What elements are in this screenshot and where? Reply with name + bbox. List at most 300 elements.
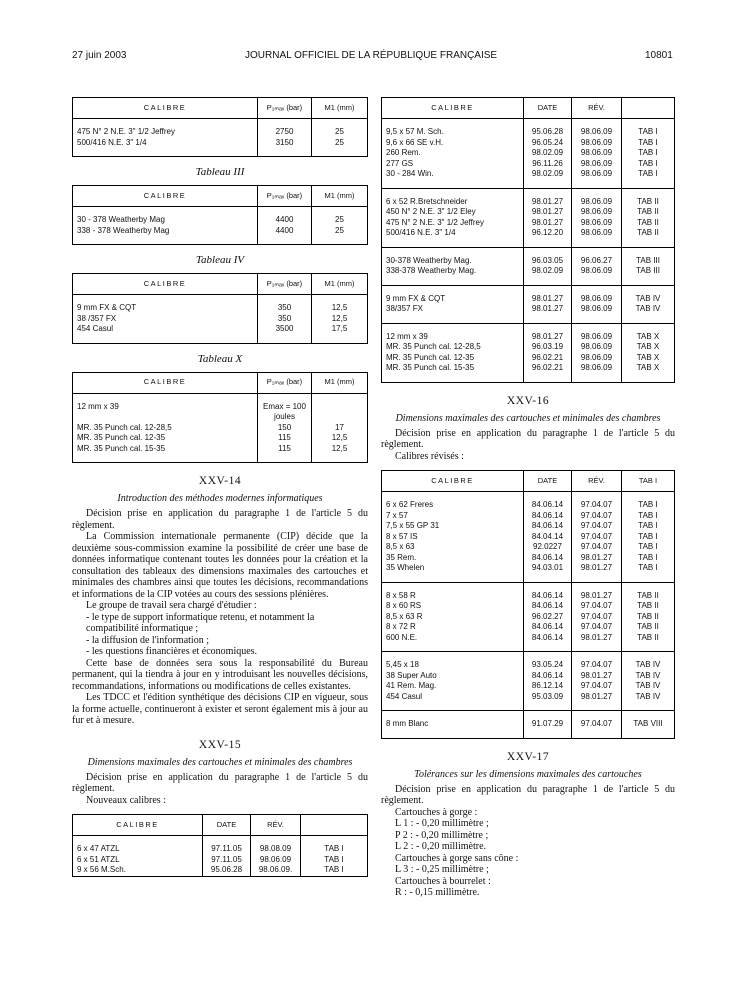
col-date: DATE — [524, 98, 572, 119]
calibre-cell: 38 /357 FX — [73, 314, 258, 325]
section-xxv-17-subtitle: Tolérances sur les dimensions maximales des cartouches — [414, 768, 642, 780]
table-new-calibres — [72, 814, 368, 877]
table-revised-calibres — [381, 470, 675, 739]
tab-cell: TAB X — [622, 332, 675, 343]
pmax-cell: 350 — [258, 303, 312, 314]
table-row — [382, 332, 675, 343]
spacer-row — [382, 582, 675, 591]
table-row — [382, 622, 675, 633]
table-row — [382, 148, 675, 159]
calibre-cell: 277 GS — [382, 159, 524, 170]
bullet-item: - la diffusion de l'information ; — [86, 634, 209, 646]
table-row — [382, 553, 675, 564]
calibre-cell: 600 N.E. — [382, 633, 524, 644]
spacer-row — [382, 285, 675, 294]
table-tabx — [72, 372, 368, 464]
date-cell: 84.06.14 — [524, 601, 572, 612]
spacer-row — [382, 180, 675, 189]
rev-cell: 98.06.09 — [572, 148, 622, 159]
tab-cell: TAB I — [622, 553, 675, 564]
calibre-cell: 9,6 x 66 SE v.H. — [382, 138, 524, 149]
tab-cell: TAB II — [622, 633, 675, 644]
calibre-cell: 9 mm FX & CQT — [73, 303, 258, 314]
spacer-row — [73, 335, 368, 344]
table-row — [73, 444, 368, 455]
calibre-cell: 8 x 72 R — [382, 622, 524, 633]
calibre-cell: 338 - 378 Weatherby Mag — [73, 226, 258, 237]
calibre-cell: 6 x 62 Freres — [382, 500, 524, 511]
spacer-row — [382, 652, 675, 661]
date-cell: 95.06.28 — [524, 127, 572, 138]
table-tab3 — [72, 185, 368, 245]
tolerance-list — [381, 807, 675, 899]
pmax-cell: 4400 — [258, 226, 312, 237]
date-cell: 84.06.14 — [524, 511, 572, 522]
rev-cell: 98.06.09 — [572, 294, 622, 305]
rev-cell: 98.06.09 — [572, 363, 622, 374]
tab-cell: TAB IV — [622, 671, 675, 682]
table-row — [382, 197, 675, 208]
pmax-cell: 150 — [258, 423, 312, 434]
tab-cell: TAB I — [301, 865, 368, 876]
date-cell: 98.02.09 — [524, 148, 572, 159]
table-row — [382, 169, 675, 180]
spacer-row — [73, 236, 368, 245]
spacer-row — [73, 836, 368, 845]
rev-cell: 98.06.09 — [572, 138, 622, 149]
table-row — [73, 865, 368, 876]
tab-cell: TAB I — [622, 563, 675, 574]
col-m1: M1 (mm) — [312, 98, 368, 119]
spacer-row — [73, 393, 368, 402]
col-pmax: P₁ₘₐₓ (bar) — [258, 186, 312, 207]
rev-cell: 98.06.09 — [572, 197, 622, 208]
table-row — [73, 127, 368, 138]
date-cell: 84.06.14 — [524, 671, 572, 682]
tab-cell: TAB II — [622, 601, 675, 612]
calibre-cell: 338-378 Weatherby Mag. — [382, 266, 524, 277]
table-row — [73, 855, 368, 866]
caption-tableau-4: Tableau IV — [195, 254, 245, 266]
m1-cell: 17 — [312, 423, 368, 434]
date-cell: 93.05.24 — [524, 660, 572, 671]
rev-cell: 97.04.07 — [572, 500, 622, 511]
spacer-row — [73, 207, 368, 216]
date-cell: 96.12.20 — [524, 228, 572, 239]
date-cell: 98.01.27 — [524, 294, 572, 305]
col-pmax: P₁ₘₐₓ (bar) — [258, 274, 312, 295]
calibre-cell: 500/416 N.E. 3" 1/4 — [382, 228, 524, 239]
table-tab4 — [72, 273, 368, 344]
table-row — [382, 294, 675, 305]
list-item: L 3 : - 0,25 millimètre ; — [395, 864, 489, 875]
date-cell: 95.06.28 — [203, 865, 251, 876]
spacer-row — [382, 247, 675, 256]
col-m1: M1 (mm) — [312, 274, 368, 295]
m1-cell: 12,5 — [312, 433, 368, 444]
calibre-cell: MR. 35 Punch cal. 12-28,5 — [73, 423, 258, 434]
table-row — [382, 591, 675, 602]
calibre-cell: 8,5 x 63 R — [382, 612, 524, 623]
paragraph: Décision prise en application du paragraphe 1 de l'article 5 du règlement. — [381, 783, 675, 806]
table-row — [73, 402, 368, 423]
date-cell: 98.01.27 — [524, 218, 572, 229]
rev-cell: 98.06.09 — [572, 207, 622, 218]
tab-cell: TAB II — [622, 218, 675, 229]
calibre-cell: 7 x 57 — [382, 511, 524, 522]
tab-cell: TAB VIII — [622, 719, 675, 730]
table-row — [382, 342, 675, 353]
m1-cell: 12,5 — [312, 314, 368, 325]
calibre-cell: 7,5 x 55 GP 31 — [382, 521, 524, 532]
calibre-cell: 8 x 58 R — [382, 591, 524, 602]
calibre-cell: 450 N° 2 N.E. 3" 1/2 Eley — [382, 207, 524, 218]
paragraph: Calibres révisés : — [395, 450, 464, 462]
m1-cell: 17,5 — [312, 324, 368, 335]
left-column — [72, 97, 368, 877]
col-calibre: CALIBRE — [73, 98, 258, 119]
m1-cell: 25 — [312, 138, 368, 149]
spacer-row — [382, 119, 675, 128]
date-cell: 98.01.27 — [524, 332, 572, 343]
rev-cell: 97.04.07 — [572, 681, 622, 692]
pmax-cell: 3150 — [258, 138, 312, 149]
paragraph: Le groupe de travail sera chargé d'étudier : — [86, 600, 257, 611]
list-item: Cartouches à gorge : — [395, 806, 478, 818]
tab-cell: TAB II — [622, 197, 675, 208]
table-row — [382, 353, 675, 364]
rev-cell: 97.04.07 — [572, 622, 622, 633]
calibre-cell: 8,5 x 63 — [382, 542, 524, 553]
date-cell: 84.06.14 — [524, 521, 572, 532]
rev-cell: 97.04.07 — [572, 719, 622, 730]
tab-cell: TAB X — [622, 363, 675, 374]
date-cell: 91.07.29 — [524, 719, 572, 730]
col-pmax: P₁ₘₐₓ (bar) — [258, 372, 312, 393]
col-date: DATE — [203, 815, 251, 836]
rev-cell: 98.01.27 — [572, 692, 622, 703]
rev-cell: 98.01.27 — [572, 563, 622, 574]
date-cell: 95.03.09 — [524, 692, 572, 703]
date-cell: 97.11.05 — [203, 844, 251, 855]
rev-cell: 98.06.09 — [251, 855, 301, 866]
bullet-item: - le type de support informatique retenu, et notamment la compatibilité informatique ; — [86, 611, 315, 634]
rev-cell: 98.06.09 — [572, 304, 622, 315]
date-cell: 94.03.01 — [524, 563, 572, 574]
table-row — [73, 324, 368, 335]
calibre-cell: 9 mm FX & CQT — [382, 294, 524, 305]
table-row — [73, 303, 368, 314]
spacer-row — [73, 148, 368, 157]
rev-cell: 97.04.07 — [572, 532, 622, 543]
paragraph: Décision prise en application du paragraphe 1 de l'article 5 du règlement. — [72, 771, 368, 794]
date-cell: 84.06.14 — [524, 500, 572, 511]
tab-cell: TAB X — [622, 353, 675, 364]
date-cell: 98.02.09 — [524, 169, 572, 180]
table-new-calibres-cont — [381, 97, 675, 383]
calibre-cell: 41 Rem. Mag. — [382, 681, 524, 692]
pmax-cell: 115 — [258, 433, 312, 444]
table-row — [382, 671, 675, 682]
m1-cell: 25 — [312, 215, 368, 226]
calibre-cell: MR. 35 Punch cal. 15-35 — [382, 363, 524, 374]
tab-cell: TAB IV — [622, 692, 675, 703]
rev-cell: 98.06.09 — [572, 353, 622, 364]
rev-cell: 97.04.07 — [572, 601, 622, 612]
date-cell: 96.05.24 — [524, 138, 572, 149]
date-cell: 98.01.27 — [524, 304, 572, 315]
spacer-row — [73, 295, 368, 304]
bullet-item: - les questions financières et économiques. — [86, 646, 258, 657]
col-date: DATE — [524, 471, 572, 492]
m1-cell: 12,5 — [312, 444, 368, 455]
spacer-row — [382, 239, 675, 248]
col-rev: RÉV. — [572, 471, 622, 492]
calibre-cell: 8 x 57 IS — [382, 532, 524, 543]
tab-cell: TAB X — [622, 342, 675, 353]
pmax-cell: 4400 — [258, 215, 312, 226]
tab-cell: TAB I — [622, 511, 675, 522]
date-cell: 96.02.27 — [524, 612, 572, 623]
date-cell: 98.02.09 — [524, 266, 572, 277]
rev-cell: 98.01.27 — [572, 553, 622, 564]
calibre-cell: 30 - 284 Win. — [382, 169, 524, 180]
paragraph: Les TDCC et l'édition synthétique des décisions CIP en vigueur, sous la forme actuelle, continueront à exister et seront également mis à jour au fur et à mesure. — [72, 692, 368, 726]
paragraph: La Commission internationale permanente (CIP) décide que la deuxième sous-commission examine la possibilité de créer une base de données informatique contenant toutes les données pour la création et la consultation des tableaux des dimensions maximales des cartouches et minimales des chambres ainsi que toutes les décisions, recommandations et informations de la CIP votées au cours des sessions plénières. — [72, 531, 368, 600]
spacer-row — [382, 492, 675, 501]
table-row — [382, 304, 675, 315]
tab-cell: TAB I — [622, 169, 675, 180]
m1-cell: 12,5 — [312, 303, 368, 314]
calibre-cell: 12 mm x 39 — [382, 332, 524, 343]
calibre-cell: 454 Casul — [73, 324, 258, 335]
section-xxv-16: XXV-16 — [506, 394, 550, 407]
rev-cell: 96.06.27 — [572, 256, 622, 267]
tab-cell: TAB II — [622, 228, 675, 239]
pmax-cell: Emax = 100 joules — [258, 402, 312, 423]
rev-cell: 98.06.09 — [572, 169, 622, 180]
calibre-cell: 38 Super Auto — [382, 671, 524, 682]
col-calibre: CALIBRE — [382, 98, 524, 119]
calibre-cell: 6 x 52 R.Bretschneider — [382, 197, 524, 208]
page-number: 10801 — [645, 50, 673, 61]
table-row — [382, 601, 675, 612]
caption-tableau-x: Tableau X — [197, 352, 243, 365]
date-cell: 92.0227 — [524, 542, 572, 553]
spacer-row — [73, 454, 368, 463]
calibre-cell: 6 x 51 ATZL — [73, 855, 203, 866]
rev-cell: 98.06.09 — [572, 159, 622, 170]
tab-cell: TAB II — [622, 591, 675, 602]
date-cell: 84.06.14 — [524, 633, 572, 644]
spacer-row — [382, 374, 675, 383]
rev-cell: 98.01.27 — [572, 671, 622, 682]
col-calibre: CALIBRE — [73, 815, 203, 836]
rev-cell: 98.06.09 — [572, 266, 622, 277]
tab-cell: TAB I — [622, 127, 675, 138]
col-calibre: CALIBRE — [73, 274, 258, 295]
tab-cell: TAB I — [622, 532, 675, 543]
table-row — [382, 521, 675, 532]
table-row — [382, 207, 675, 218]
list-item: R : - 0,15 millimètre. — [395, 887, 480, 898]
list-item: P 2 : - 0,20 millimètre ; — [395, 829, 489, 841]
tab-cell: TAB I — [301, 855, 368, 866]
pmax-cell: 350 — [258, 314, 312, 325]
tab-cell: TAB IV — [622, 660, 675, 671]
calibre-cell: 260 Rem. — [382, 148, 524, 159]
table-row — [73, 433, 368, 444]
pmax-cell: 2750 — [258, 127, 312, 138]
table-tab2-partial — [72, 97, 368, 157]
rev-cell: 98.06.09. — [251, 865, 301, 876]
calibre-cell: 475 N° 2 N.E. 3" 1/2 Jeffrey — [73, 127, 258, 138]
table-row — [382, 266, 675, 277]
table-row — [73, 215, 368, 226]
col-pmax: P₁ₘₐₓ (bar) — [258, 98, 312, 119]
section-xxv-15-subtitle: Dimensions maximales des cartouches et minimales des chambres — [87, 756, 353, 768]
date-cell: 96.03.05 — [524, 256, 572, 267]
table-row — [382, 633, 675, 644]
list-item: L 1 : - 0,20 millimètre ; — [395, 818, 489, 829]
m1-cell — [312, 402, 368, 423]
table-row — [382, 127, 675, 138]
table-row — [73, 423, 368, 434]
calibre-cell: 5,45 x 18 — [382, 660, 524, 671]
caption-tableau-3: Tableau III — [195, 166, 245, 178]
col-m1: M1 (mm) — [312, 186, 368, 207]
spacer-row — [382, 315, 675, 324]
table-row — [382, 542, 675, 553]
rev-cell: 98.06.09 — [572, 218, 622, 229]
calibre-cell: 35 Whelen — [382, 563, 524, 574]
table-row — [382, 719, 675, 730]
tab-cell: TAB II — [622, 612, 675, 623]
section-xxv-15: XXV-15 — [198, 738, 242, 751]
date-cell: 97.11.05 — [203, 855, 251, 866]
table-row — [382, 532, 675, 543]
date-cell: 96.02.21 — [524, 363, 572, 374]
date-cell: 84.06.14 — [524, 553, 572, 564]
tab-cell: TAB I — [301, 844, 368, 855]
table-row — [73, 226, 368, 237]
section-xxv-17: XXV-17 — [506, 750, 550, 763]
table-row — [73, 844, 368, 855]
pmax-cell: 3500 — [258, 324, 312, 335]
spacer-row — [382, 323, 675, 332]
tab-cell: TAB I — [622, 148, 675, 159]
section-xxv-16-subtitle: Dimensions maximales des cartouches et minimales des chambres — [395, 412, 661, 424]
rev-cell: 98.01.27 — [572, 591, 622, 602]
calibre-cell: 475 N° 2 N.E. 3" 1/2 Jeffrey — [382, 218, 524, 229]
col-calibre: CALIBRE — [73, 372, 258, 393]
calibre-cell: MR. 35 Punch cal. 15-35 — [73, 444, 258, 455]
tab-cell: TAB II — [622, 622, 675, 633]
calibre-cell: 35 Rem. — [382, 553, 524, 564]
tab-cell: TAB IV — [622, 304, 675, 315]
date-cell: 96.03.19 — [524, 342, 572, 353]
tab-cell: TAB II — [622, 207, 675, 218]
tab-cell: TAB I — [622, 500, 675, 511]
rev-cell: 97.04.07 — [572, 511, 622, 522]
spacer-row — [382, 711, 675, 720]
col-rev: RÉV. — [251, 815, 301, 836]
table-row — [382, 692, 675, 703]
spacer-row — [382, 643, 675, 652]
calibre-cell: 8 x 60 RS — [382, 601, 524, 612]
rev-cell: 98.06.09 — [572, 342, 622, 353]
date-cell: 84.04.14 — [524, 532, 572, 543]
tab-cell: TAB IV — [622, 294, 675, 305]
journal-title: JOURNAL OFFICIEL DE LA RÉPUBLIQUE FRANÇAISE — [245, 50, 498, 61]
tab-cell: TAB I — [622, 521, 675, 532]
tab-cell: TAB I — [622, 138, 675, 149]
section-xxv-14-subtitle: Introduction des méthodes modernes informatiques — [117, 493, 323, 504]
rev-cell: 97.04.07 — [572, 521, 622, 532]
col-rev: RÉV. — [572, 98, 622, 119]
pmax-cell: 115 — [258, 444, 312, 455]
tab-cell: TAB IV — [622, 681, 675, 692]
tab-cell: TAB III — [622, 266, 675, 277]
calibre-cell: 30 - 378 Weatherby Mag — [73, 215, 258, 226]
table-row — [382, 138, 675, 149]
calibre-cell: 12 mm x 39 — [73, 402, 258, 423]
calibre-cell: MR. 35 Punch cal. 12-35 — [73, 433, 258, 444]
col-tab: TAB I — [622, 471, 675, 492]
spacer-row — [382, 277, 675, 286]
table-row — [382, 228, 675, 239]
calibre-cell: 9,5 x 57 M. Sch. — [382, 127, 524, 138]
table-row — [382, 159, 675, 170]
table-row — [382, 660, 675, 671]
paragraph: Cette base de données sera sous la responsabilité du Bureau permanent, qui la tiendra à jour en y introduisant les nouvelles décisions, recommandations, informations ou modifications de celles existantes. — [72, 657, 368, 692]
spacer-row — [73, 119, 368, 128]
calibre-cell: MR. 35 Punch cal. 12-28,5 — [382, 342, 524, 353]
table-row — [382, 563, 675, 574]
col-m1: M1 (mm) — [312, 372, 368, 393]
table-row — [382, 256, 675, 267]
list-item: Cartouches à bourrelet : — [395, 875, 491, 887]
calibre-cell: 30-378 Weatherby Mag. — [382, 256, 524, 267]
rev-cell: 98.06.09 — [572, 228, 622, 239]
tab-cell: TAB I — [622, 542, 675, 553]
date-cell: 84.06.14 — [524, 591, 572, 602]
calibre-cell: 6 x 47 ATZL — [73, 844, 203, 855]
rev-cell: 97.04.07 — [572, 612, 622, 623]
date-cell: 98.01.27 — [524, 197, 572, 208]
table-row — [73, 138, 368, 149]
table-row — [382, 612, 675, 623]
paragraph: Décision prise en application du paragraphe 1 de l'article 5 du règlement. — [381, 427, 675, 450]
tab-cell: TAB I — [622, 159, 675, 170]
table-row — [382, 500, 675, 511]
calibre-cell: 38/357 FX — [382, 304, 524, 315]
spacer-row — [382, 188, 675, 197]
paragraph: Nouveaux calibres : — [86, 794, 166, 806]
col-calibre: CALIBRE — [73, 186, 258, 207]
paragraph: Décision prise en application du paragraphe 1 de l'article 5 du règlement. — [72, 508, 368, 531]
rev-cell: 97.04.07 — [572, 542, 622, 553]
table-row — [382, 681, 675, 692]
date-cell: 96.11.26 — [524, 159, 572, 170]
rev-cell: 98.06.09 — [572, 127, 622, 138]
rev-cell: 98.08.09 — [251, 844, 301, 855]
rev-cell: 98.06.09 — [572, 332, 622, 343]
table-row — [382, 218, 675, 229]
m1-cell: 25 — [312, 127, 368, 138]
col-calibre: CALIBRE — [382, 471, 524, 492]
spacer-row — [382, 574, 675, 583]
